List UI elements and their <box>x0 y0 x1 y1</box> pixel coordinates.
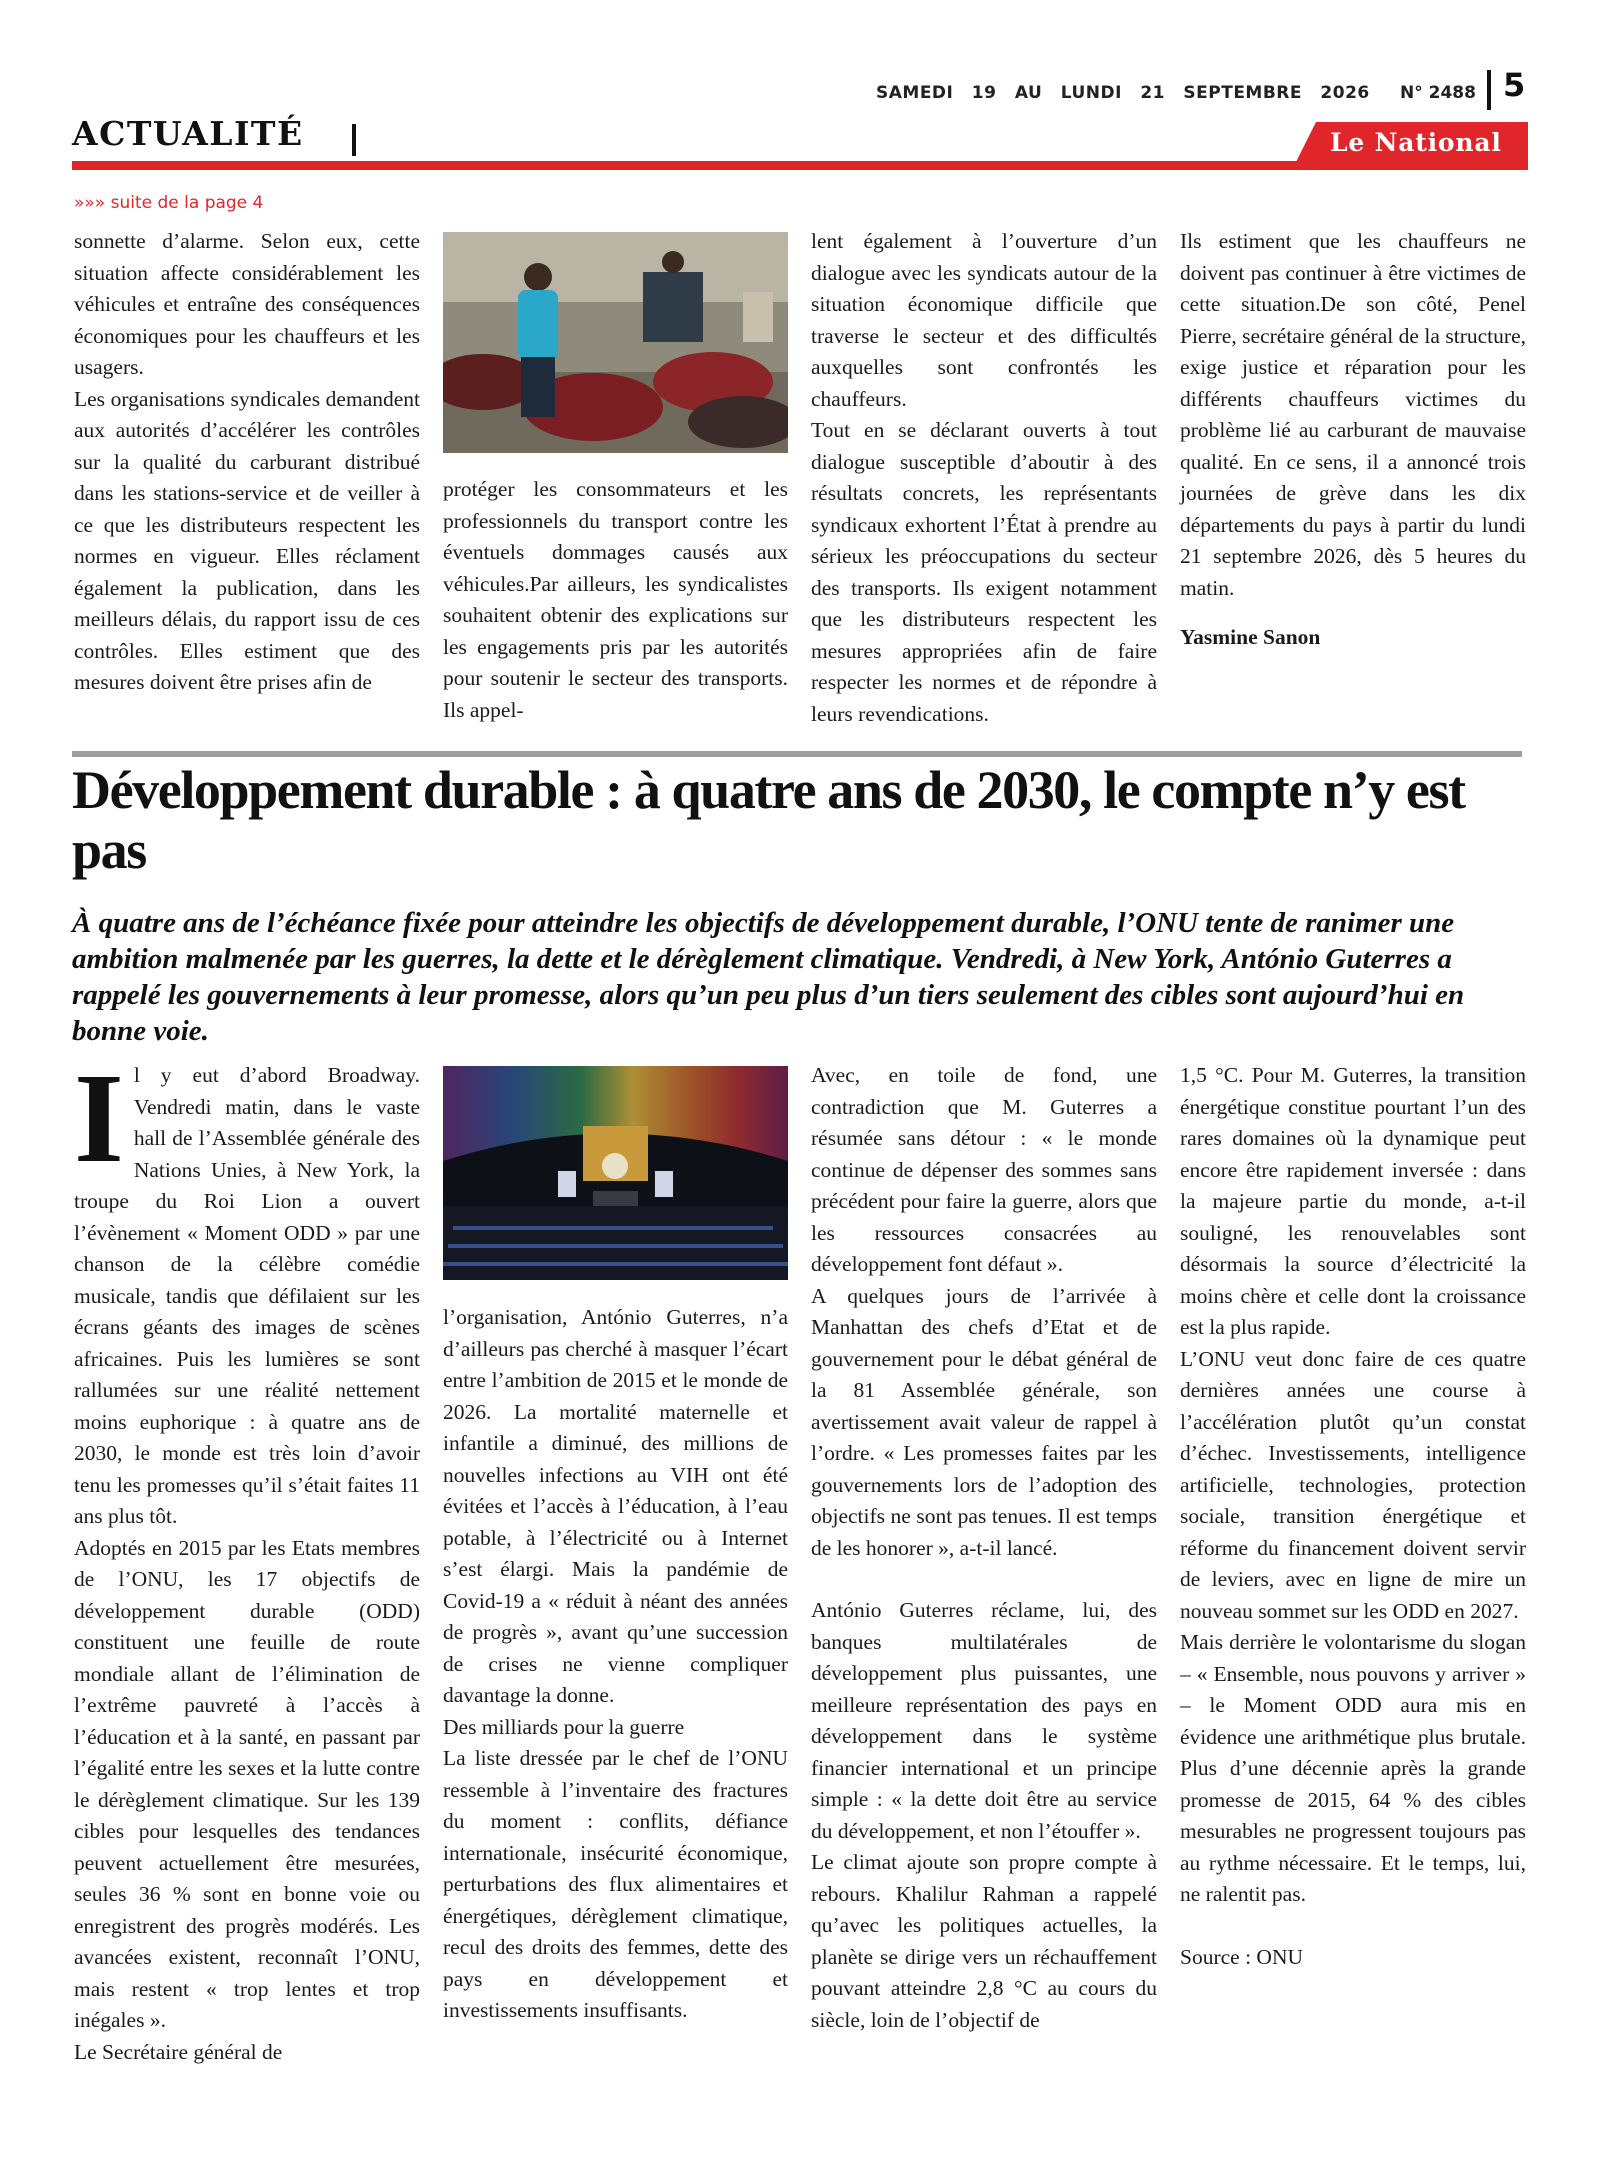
paragraph: Ils estiment que les chauffeurs ne doivent pas continuer à être victimes de cette situation.De son côté, Penel Pierre, secrétaire général de la structure, exige justice et réparation pour les différents chauffeurs victimes du problème lié au carburant de mauvaise qualité. En ce sens, il a annoncé trois journées de grève dans les dix départements du pays à partir du lundi 21 septembre 2026, dès 5 heures du matin. <box>1180 229 1526 600</box>
paragraph: L’ONU veut donc faire de ces quatre dernières années une course à l’accélération plutôt qu’un constat d’échec. Investissements, intelligence artificielle, technologies, protection sociale, transition énergétique et réforme du financement doivent servir de leviers, avec en ligne de mire un nouveau sommet sur les ODD en 2027. <box>1180 1346 1526 1623</box>
paragraph: A quelques jours de l’arrivée à Manhattan des chefs d’Etat et de gouvernement pour le débat général de la 81 Assemblée générale, son avertissement avait valeur de rappel à l’ordre. « Les promesses faites par les gouvernements lors de l’adoption des objectifs ne sont pas tenues. Il est temps de les honorer », a-t-il lancé. <box>811 1283 1157 1560</box>
paragraph: Le climat ajoute son propre compte à rebours. Khalilur Rahman a rappelé qu’avec les politiques actuelles, la planète se dirige vers un réchauffement pouvant atteindre 2,8 °C au cours du siècle, loin de l’objectif de <box>811 1850 1157 2032</box>
photo-illustration <box>443 232 788 453</box>
paragraph: 1,5 °C. Pour M. Guterres, la transition énergétique constitue pourtant l’un des rares domaines où la dynamique peut encore être rapidement inversée : dans la majeure partie du monde, a-t-il souligné, les renouvelables sont désormais la source d’électricité la moins chère et celle dont la croissance est la plus rapide. <box>1180 1063 1526 1339</box>
article1-column-1 <box>74 226 420 699</box>
un-general-assembly-photo <box>443 1066 788 1280</box>
article2-column-2 <box>443 1302 788 2027</box>
paragraph: Tout en se déclarant ouverts à tout dialogue susceptible d’aboutir à des résultats concrets, les représentants syndicaux exhortent l’État à prendre au sérieux les préoccupations du secteur des transports. Ils exigent notamment que les distributeurs respectent les mesures appropriées afin de faire respecter les normes et de répondre à leurs revendications. <box>811 418 1157 726</box>
article1-column-4 <box>1180 226 1526 654</box>
page-number-divider <box>1487 70 1491 110</box>
article-standfirst: À quatre ans de l’échéance fixée pour atteindre les objectifs de développement durable, l’ONU tente de ranimer une ambition malmenée par les guerres, la dette et le dérèglement climatique. Vendredi, à New York, António Guterres a rappelé les gouvernements à leur promesse, alors qu’un peu plus d’un tiers seulement des cibles sont aujourd’hui en bonne voie. <box>72 907 1465 1047</box>
drop-cap: I <box>74 1047 124 1189</box>
article-headline: Développement durable : à quatre ans de 2030, le compte n’y est pas <box>72 760 1465 880</box>
section-title: ACTUALITÉ <box>72 114 304 153</box>
article2-column-3 <box>811 1060 1157 2036</box>
paragraph: l’organisation, António Guterres, n’a d’ailleurs pas cherché à masquer l’écart entre l’ambition de 2015 et le monde de 2026. La mortalité maternelle et infantile a diminué, des millions de nouvelles infections au VIH ont été évitées et l’accès à l’éducation, à l’eau potable, à l’électricité ou à Internet s’est élargi. Mais la pandémie de Covid-19 a « réduit à néant des années de progrès », avant qu’une succession de crises ne vienne compliquer davantage la donne. <box>443 1305 788 1707</box>
paragraph: Les organisations syndicales demandent aux autorités d’accélérer les contrôles sur la qualité du carburant distribué dans les stations-service et de veiller à ce que les distributeurs respectent les normes en vigueur. Elles réclament également la publication, dans les meilleurs délais, du rapport issu de ces contrôles. Elles estiment que des mesures doivent être prises afin de <box>74 386 420 694</box>
subheading: Des milliards pour la guerre <box>443 1714 685 1739</box>
article2-column-4 <box>1180 1060 1526 1973</box>
motorcycle-taxi-photo <box>443 232 788 453</box>
photo-illustration <box>443 1066 788 1280</box>
paragraph: sonnette d’alarme. Selon eux, cette situation affecte considérablement les véhicules et entraîne des conséquences économiques pour les chauffeurs et les usagers. <box>74 229 420 379</box>
article1-column-2 <box>443 474 788 726</box>
issue-number: N° 2488 <box>1400 83 1476 103</box>
section-divider <box>352 124 356 156</box>
paragraph: Adoptés en 2015 par les Etats membres de l’ONU, les 17 objectifs de développement durable (ODD) constituent une feuille de route mondiale allant de l’élimination de l’extrême pauvreté à l’accès à l’éducation et à la santé, en passant par l’égalité entre les sexes et la lutte contre le dérèglement climatique. Sur les 139 cibles pour lesquelles des tendances peuvent actuellement être mesurées, seules 36 % sont en bonne voie ou enregistrent des progrès modérés. Les avancées existent, reconnaît l’ONU, mais restent « trop lentes et trop inégales ». <box>74 1535 420 2032</box>
article1-column-3 <box>811 226 1157 730</box>
paragraph: lent également à l’ouverture d’un dialogue avec les syndicats autour de la situation économique difficile que traverse le secteur et des difficultés auxquelles sont confrontés les chauffeurs. <box>811 229 1157 411</box>
paragraph: Avec, en toile de fond, une contradiction que M. Guterres a résumée sans détour : « le monde continue de dépenser des sommes sans précédent pour faire la guerre, alors que les ressources consacrées au développement font défaut ». <box>811 1063 1157 1276</box>
paragraph: Mais derrière le volontarisme du slogan – « Ensemble, nous pouvons y arriver » – le Moment ODD aura mis en évidence une arithmétique plus brutale. Plus d’une décennie après la grande promesse de 2015, 64 % des cibles mesurables ne progressent toujours pas au rythme nécessaire. Et le temps, lui, ne ralentit pas. <box>1180 1630 1526 1906</box>
author-signature: Yasmine Sanon <box>1180 625 1321 649</box>
paragraph: protéger les consommateurs et les professionnels du transport contre les éventuels dommages causés aux véhicules.Par ailleurs, les syndicalistes souhaitent obtenir des explications sur les engagements pris par les autorités pour soutenir le secteur des transports. Ils appel- <box>443 477 788 722</box>
continued-from-label: »»» suite de la page 4 <box>74 193 264 213</box>
paragraph: António Guterres réclame, lui, des banques multilatérales de développement plus puissantes, une meilleure représentation des pays en développement dans le système financier international et un principe simple : « la dette doit être au service du développement, et non l’étouffer ». <box>811 1598 1157 1843</box>
article-source: Source : ONU <box>1180 1944 1304 1969</box>
paragraph <box>74 1047 420 1533</box>
newspaper-brand: Le National <box>1330 128 1502 157</box>
article2-column-1 <box>74 1047 420 2068</box>
paragraph-text: l y eut d’abord Broadway. Vendredi matin, dans le vaste hall de l’Assemblée générale des Nations Unies, à New York, la troupe du Roi Lion a ouvert l’évènement « Moment ODD » par une chanson de la célèbre comédie musicale, tandis que défilaient sur les écrans géants des images de scènes africaines. Puis les lumières se sont rallumées sur une réalité nettement moins euphorique : à quatre ans de 2030, le monde est très loin d’avoir tenu les promesses qu’il s’était faites 11 ans plus tôt. <box>74 1063 420 1528</box>
paragraph: Le Secrétaire général de <box>74 2039 283 2064</box>
paragraph: La liste dressée par le chef de l’ONU ressemble à l’inventaire des fractures du moment : conflits, défiance internationale, insécurité économique, perturbations des flux alimentaires et énergétiques, dérèglement climatique, recul des droits des femmes, dette des pays en développement et investissements insuffisants. <box>443 1746 788 2022</box>
article-separator-rule <box>72 751 1522 757</box>
page-number: 5 <box>1503 66 1526 104</box>
issue-date: SAMEDI 19 AU LUNDI 21 SEPTEMBRE 2026 <box>876 83 1370 103</box>
